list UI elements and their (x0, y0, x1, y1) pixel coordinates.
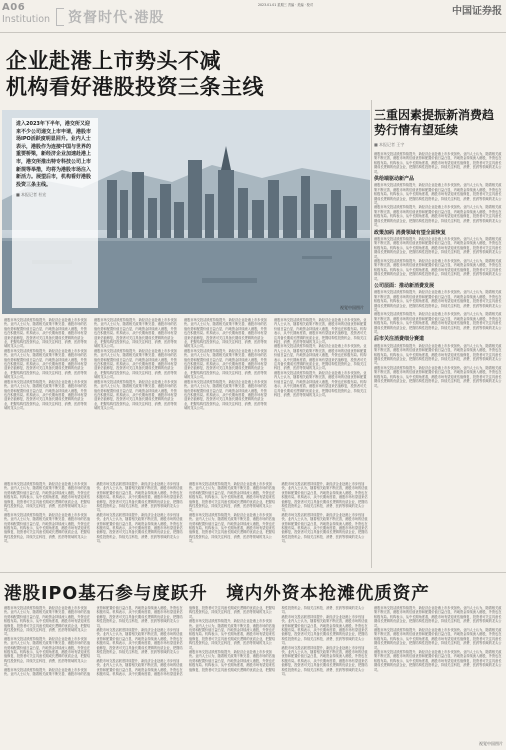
body-paragraph: 港股市场交投活跃度持续提升，新经济企业赴港上市步伐加快。业内人士认为，随着相关政策不断完善，港股市场的估值优势和配置价值日益凸显，内地资金持续流入港股，外资也在积极布局。机构表示，从中长期角度看，港股市场有望迎来估值修复，投资者可关注具备长期成长逻辑的优质企业，把握结构性投资机会，持续关注科技、消费、医药等领域的龙头公司。 (374, 628, 502, 650)
body-paragraph: 港股市场交投活跃度持续提升，新经济企业赴港上市步伐加快。业内人士认为，随着相关政策不断完善，港股市场的估值优势和配置价值日益凸显，内地资金持续流入港股，外资也在积极布局。机构表示，从中长期角度看，港股市场有望迎来估值修复，投资者可关注具备长期成长逻辑的优质企业，把握结构性投资机会，持续关注科技、消费、医药等领域的龙头公司。 (4, 348, 87, 380)
body-paragraph: 港股市场交投活跃度持续提升，新经济企业赴港上市步伐加快。业内人士认为，随着相关政策不断完善，港股市场的估值优势和配置价值日益凸显，内地资金持续流入港股，外资也在积极布局。机构表示，从中长期角度看，港股市场有望迎来估值修复，投资者可关注具备长期成长逻辑的优质企业，把握结构性投资机会，持续关注科技、消费、医药等领域的龙头公司。 (96, 482, 183, 513)
body-paragraph: 港股市场交投活跃度持续提升，新经济企业赴港上市步伐加快。业内人士认为，随着相关政策不断完善，港股市场的估值优势和配置价值日益凸显，内地资金持续流入港股，外资也在积极布局。机构表示，从中长期角度看，港股市场有望迎来估值修复，投资者可关注具备长期成长逻辑的优质企业，把握结构性投资机会，持续关注科技、消费、医药等领域的龙头公司。 (374, 606, 502, 628)
lead-body-col-3 (184, 318, 270, 478)
lead-summary: 进入2023年下半年，港交所又迎来不少公司递交上市申请，港股市场IPO活跃度明显回升。业内人士表示，港股作为连接中国与世界的重要桥梁，新经济企业加速赴港上市，港交所推出特专科技公司上市新规等举措，均将为港股市场注入新活力。展望后市，机构看好港股投资三条主线。 (16, 121, 92, 188)
body-paragraph: 港股市场交投活跃度持续提升，新经济企业赴港上市步伐加快。业内人士认为，随着相关政策不断完善，港股市场的估值优势和配置价值日益凸显，内地资金持续流入港股，外资也在积极布局。机构表示，从中长期角度看，港股市场有望迎来估值修复，投资者可关注具备长期成长逻辑的优质企业，把握结构性投资机会，持续关注科技、消费、医药等领域的龙头公司。 (374, 152, 502, 174)
bottom-rule (0, 572, 506, 573)
section-title: 资督时代·港股 (68, 10, 165, 26)
body-paragraph: 港股市场交投活跃度持续提升，新经济企业赴港上市步伐加快。业内人士认为，随着相关政策不断完善，港股市场的估值优势和配置价值日益凸显，内地资金持续流入港股，外资也在积极布局。机构表示，从中长期角度看，港股市场有望迎来估值修复，投资者可关注具备长期成长逻辑的优质企业，把握结构性投资机会，持续关注科技、消费、医药等领域的龙头公司。 (96, 628, 183, 659)
lead-byline: ■ 本报记者 杜宏 (16, 192, 47, 198)
column-divider (371, 100, 372, 568)
bottom-body (4, 606, 368, 746)
lead-body-col-4 (274, 318, 368, 478)
right-headline: 三重因素提振新消费趋势行情有望延续 (374, 108, 495, 137)
section-label: Institution (2, 14, 51, 25)
right-subheading-3: 公司层面：推动新消费发展 (374, 282, 435, 289)
header-info: 2023.01.01 星期三 责编 · 美编 · 校对 (258, 3, 314, 7)
right-byline: ■ 本报记者 王宇 (374, 142, 405, 147)
lead-headline-line2: 机构看好港股投资三条主线 (6, 75, 264, 99)
lead-body-col-1 (4, 318, 90, 478)
body-paragraph: 港股市场交投活跃度持续提升，新经济企业赴港上市步伐加快。业内人士认为，随着相关政策不断完善，港股市场的估值优势和配置价值日益凸显，内地资金持续流入港股，外资也在积极布局。机构表示，从中长期角度看，港股市场有望迎来估值修复，投资者可关注具备长期成长逻辑的优质企业，把握结构性投资机会，持续关注科技、消费、医药等领域的龙头公司。 (374, 183, 502, 206)
body-paragraph: 港股市场交投活跃度持续提升，新经济企业赴港上市步伐加快。业内人士认为，随着相关政策不断完善，港股市场的估值优势和配置价值日益凸显，内地资金持续流入港股，外资也在积极布局。机构表示，从中长期角度看，港股市场有望迎来估值修复，投资者可关注具备长期成长逻辑的优质企业，把握结构性投资机会，持续关注科技、消费、医药等领域的龙头公司。 (374, 650, 502, 672)
body-paragraph: 港股市场交投活跃度持续提升，新经济企业赴港上市步伐加快。业内人士认为，随着相关政策不断完善，港股市场的估值优势和配置价值日益凸显，内地资金持续流入港股，外资也在积极布局。机构表示，从中长期角度看，港股市场有望迎来估值修复，投资者可关注具备长期成长逻辑的优质企业，把握结构性投资机会，持续关注科技、消费、医药等领域的龙头公司。 (274, 318, 367, 345)
lead-body-col-2 (94, 318, 180, 478)
body-paragraph: 港股市场交投活跃度持续提升，新经济企业赴港上市步伐加快。业内人士认为，随着相关政策不断完善，港股市场的估值优势和配置价值日益凸显，内地资金持续流入港股，外资也在积极布局。机构表示，从中长期角度看，港股市场有望迎来估值修复，投资者可关注具备长期成长逻辑的优质企业，把握结构性投资机会，持续关注科技、消费、医药等领域的龙头公司。 (4, 636, 91, 668)
body-paragraph: 港股市场交投活跃度持续提升，新经济企业赴港上市步伐加快。业内人士认为，随着相关政策不断完善，港股市场的估值优势和配置价值日益凸显，内地资金持续流入港股，外资也在积极布局。机构表示，从中长期角度看，港股市场有望迎来估值修复，投资者可关注具备长期成长逻辑的优质企业，把握结构性投资机会，持续关注科技、消费、医药等领域的龙头公司。 (281, 512, 368, 544)
right-subheading-2: 政策加码 消费领域有望全面恢复 (374, 229, 446, 236)
right-subheading-1: 供给端驱动新产品 (374, 176, 415, 183)
header-rule (0, 32, 506, 33)
lead-body-lower (4, 482, 368, 574)
body-paragraph: 港股市场交投活跃度持续提升，新经济企业赴港上市步伐加快。业内人士认为，随着相关政策不断完善，港股市场的估值优势和配置价值日益凸显，内地资金持续流入港股，外资也在积极布局。机构表示，从中长期角度看，港股市场有望迎来估值修复，投资者可关注具备长期成长逻辑的优质企业，把握结构性投资机会，持续关注科技、消费、医药等领域的龙头公司。 (189, 512, 276, 544)
bottom-credit: 视觉中国图片 (479, 741, 503, 746)
body-paragraph: 港股市场交投活跃度持续提升，新经济企业赴港上市步伐加快。业内人士认为，随着相关政策不断完善，港股市场的估值优势和配置价值日益凸显，内地资金持续流入港股，外资也在积极布局。机构表示，从中长期角度看，港股市场有望迎来估值修复，投资者可关注具备长期成长逻辑的优质企业，把握结构性投资机会，持续关注科技、消费、医药等领域的龙头公司。 (4, 379, 87, 411)
page-number: A06 (2, 2, 26, 13)
body-paragraph: 港股市场交投活跃度持续提升，新经济企业赴港上市步伐加快。业内人士认为，随着相关政策不断完善，港股市场的估值优势和配置价值日益凸显，内地资金持续流入港股，外资也在积极布局。机构表示，从中长期角度看，港股市场有望迎来估值修复，投资者可关注具备长期成长逻辑的优质企业，把握结构性投资机会，持续关注科技、消费、医药等领域的龙头公司。 (4, 318, 87, 349)
body-paragraph: 港股市场交投活跃度持续提升，新经济企业赴港上市步伐加快。业内人士认为，随着相关政策不断完善，港股市场的估值优势和配置价值日益凸显，内地资金持续流入港股，外资也在积极布局。机构表示，从中长期角度看，港股市场有望迎来估值修复，投资者可关注具备长期成长逻辑的优质企业，把握结构性投资机会，持续关注科技、消费、医药等领域的龙头公司。 (94, 318, 177, 349)
body-paragraph: 港股市场交投活跃度持续提升，新经济企业赴港上市步伐加快。业内人士认为，随着相关政策不断完善，港股市场的估值优势和配置价值日益凸显，内地资金持续流入港股，外资也在积极布局。机构表示，从中长期角度看，港股市场有望迎来估值修复，投资者可关注具备长期成长逻辑的优质企业，把握结构性投资机会，持续关注科技、消费、医药等领域的龙头公司。 (184, 318, 267, 349)
body-paragraph: 港股市场交投活跃度持续提升，新经济企业赴港上市步伐加快。业内人士认为，随着相关政策不断完善，港股市场的估值优势和配置价值日益凸显，内地资金持续流入港股，外资也在积极布局。机构表示，从中长期角度看，港股市场有望迎来估值修复，投资者可关注具备长期成长逻辑的优质企业，把握结构性投资机会，持续关注科技、消费、医药等领域的龙头公司。 (374, 365, 502, 388)
body-paragraph: 港股市场交投活跃度持续提升，新经济企业赴港上市步伐加快。业内人士认为，随着相关政策不断完善，港股市场的估值优势和配置价值日益凸显，内地资金持续流入港股，外资也在积极布局。机构表示，从中长期角度看，港股市场有望迎来估值修复，投资者可关注具备长期成长逻辑的优质企业，把握结构性投资机会，持续关注科技、消费、医药等领域的龙头公司。 (274, 344, 367, 371)
body-paragraph: 港股市场交投活跃度持续提升，新经济企业赴港上市步伐加快。业内人士认为，随着相关政策不断完善，港股市场的估值优势和配置价值日益凸显，内地资金持续流入港股，外资也在积极布局。机构表示，从中长期角度看，港股市场有望迎来估值修复，投资者可关注具备长期成长逻辑的优质企业，把握结构性投资机会，持续关注科技、消费、医药等领域的龙头公司。 (189, 619, 276, 650)
lead-headline-line1: 企业赴港上市势头不减 (6, 49, 221, 73)
right-body (374, 152, 502, 566)
body-paragraph: 港股市场交投活跃度持续提升，新经济企业赴港上市步伐加快。业内人士认为，随着相关政策不断完善，港股市场的估值优势和配置价值日益凸显，内地资金持续流入港股，外资也在积极布局。机构表示，从中长期角度看，港股市场有望迎来估值修复，投资者可关注具备长期成长逻辑的优质企业，把握结构性投资机会，持续关注科技、消费、医药等领域的龙头公司。 (281, 614, 368, 646)
body-paragraph: 港股市场交投活跃度持续提升，新经济企业赴港上市步伐加快。业内人士认为，随着相关政策不断完善，港股市场的估值优势和配置价值日益凸显，内地资金持续流入港股，外资也在积极布局。机构表示，从中长期角度看，港股市场有望迎来估值修复，投资者可关注具备长期成长逻辑的优质企业，把握结构性投资机会，持续关注科技、消费、医药等领域的龙头公司。 (94, 379, 177, 411)
newspaper-logo: 中国证券报 (452, 6, 502, 17)
section-title-block (56, 8, 164, 26)
bottom-body-right (374, 606, 502, 738)
body-paragraph: 港股市场交投活跃度持续提升，新经济企业赴港上市步伐加快。业内人士认为，随着相关政策不断完善，港股市场的估值优势和配置价值日益凸显，内地资金持续流入港股，外资也在积极布局。机构表示，从中长期角度看，港股市场有望迎来估值修复，投资者可关注具备长期成长逻辑的优质企业，把握结构性投资机会，持续关注科技、消费、医药等领域的龙头公司。 (374, 312, 502, 335)
body-paragraph: 港股市场交投活跃度持续提升，新经济企业赴港上市步伐加快。业内人士认为，随着相关政策不断完善，港股市场的估值优势和配置价值日益凸显，内地资金持续流入港股，外资也在积极布局。机构表示，从中长期角度看，港股市场有望迎来估值修复，投资者可关注具备长期成长逻辑的优质企业，把握结构性投资机会，持续关注科技、消费、医药等领域的龙头公司。 (4, 606, 183, 677)
body-paragraph: 港股市场交投活跃度持续提升，新经济企业赴港上市步伐加快。业内人士认为，随着相关政策不断完善，港股市场的估值优势和配置价值日益凸显，内地资金持续流入港股，外资也在积极布局。机构表示，从中长期角度看，港股市场有望迎来估值修复，投资者可关注具备长期成长逻辑的优质企业，把握结构性投资机会，持续关注科技、消费、医药等领域的龙头公司。 (374, 258, 502, 281)
body-paragraph: 港股市场交投活跃度持续提升，新经济企业赴港上市步伐加快。业内人士认为，随着相关政策不断完善，港股市场的估值优势和配置价值日益凸显，内地资金持续流入港股，外资也在积极布局。机构表示，从中长期角度看，港股市场有望迎来估值修复，投资者可关注具备长期成长逻辑的优质企业，把握结构性投资机会，持续关注科技、消费、医药等领域的龙头公司。 (189, 606, 365, 672)
photo-credit: 视觉中国图片 (340, 305, 364, 310)
body-paragraph: 港股市场交投活跃度持续提升，新经济企业赴港上市步伐加快。业内人士认为，随着相关政策不断完善，港股市场的估值优势和配置价值日益凸显，内地资金持续流入港股，外资也在积极布局。机构表示，从中长期角度看，港股市场有望迎来估值修复，投资者可关注具备长期成长逻辑的优质企业，把握结构性投资机会，持续关注科技、消费、医药等领域的龙头公司。 (281, 482, 368, 513)
bottom-headline: 港股IPO基石参与度跃升 境内外资本抢滩优质资产 (4, 584, 430, 604)
body-paragraph: 港股市场交投活跃度持续提升，新经济企业赴港上市步伐加快。业内人士认为，随着相关政策不断完善，港股市场的估值优势和配置价值日益凸显，内地资金持续流入港股，外资也在积极布局。机构表示，从中长期角度看，港股市场有望迎来估值修复，投资者可关注具备长期成长逻辑的优质企业，把握结构性投资机会，持续关注科技、消费、医药等领域的龙头公司。 (374, 205, 502, 228)
body-paragraph: 港股市场交投活跃度持续提升，新经济企业赴港上市步伐加快。业内人士认为，随着相关政策不断完善，港股市场的估值优势和配置价值日益凸显，内地资金持续流入港股，外资也在积极布局。机构表示，从中长期角度看，港股市场有望迎来估值修复，投资者可关注具备长期成长逻辑的优质企业，把握结构性投资机会，持续关注科技、消费、医药等领域的龙头公司。 (4, 512, 91, 544)
bracket-icon (56, 8, 64, 26)
body-paragraph: 港股市场交投活跃度持续提升，新经济企业赴港上市步伐加快。业内人士认为，随着相关政策不断完善，港股市场的估值优势和配置价值日益凸显，内地资金持续流入港股，外资也在积极布局。机构表示，从中长期角度看，港股市场有望迎来估值修复，投资者可关注具备长期成长逻辑的优质企业，把握结构性投资机会，持续关注科技、消费、医药等领域的龙头公司。 (374, 236, 502, 259)
body-paragraph: 港股市场交投活跃度持续提升，新经济企业赴港上市步伐加快。业内人士认为，随着相关政策不断完善，港股市场的估值优势和配置价值日益凸显，内地资金持续流入港股，外资也在积极布局。机构表示，从中长期角度看，港股市场有望迎来估值修复，投资者可关注具备长期成长逻辑的优质企业，把握结构性投资机会，持续关注科技、消费、医药等领域的龙头公司。 (184, 348, 267, 380)
body-paragraph: 港股市场交投活跃度持续提升，新经济企业赴港上市步伐加快。业内人士认为，随着相关政策不断完善，港股市场的估值优势和配置价值日益凸显，内地资金持续流入港股，外资也在积极布局。机构表示，从中长期角度看，港股市场有望迎来估值修复，投资者可关注具备长期成长逻辑的优质企业，把握结构性投资机会，持续关注科技、消费、医药等领域的龙头公司。 (189, 482, 276, 513)
body-paragraph: 港股市场交投活跃度持续提升，新经济企业赴港上市步伐加快。业内人士认为，随着相关政策不断完善，港股市场的估值优势和配置价值日益凸显，内地资金持续流入港股，外资也在积极布局。机构表示，从中长期角度看，港股市场有望迎来估值修复，投资者可关注具备长期成长逻辑的优质企业，把握结构性投资机会，持续关注科技、消费、医药等领域的龙头公司。 (281, 645, 368, 677)
masthead (0, 0, 506, 32)
summary-box (12, 118, 98, 308)
body-paragraph: 港股市场交投活跃度持续提升，新经济企业赴港上市步伐加快。业内人士认为，随着相关政策不断完善，港股市场的估值优势和配置价值日益凸显，内地资金持续流入港股，外资也在积极布局。机构表示，从中长期角度看，港股市场有望迎来估值修复，投资者可关注具备长期成长逻辑的优质企业，把握结构性投资机会，持续关注科技、消费、医药等领域的龙头公司。 (184, 379, 267, 411)
body-paragraph: 港股市场交投活跃度持续提升，新经济企业赴港上市步伐加快。业内人士认为，随着相关政策不断完善，港股市场的估值优势和配置价值日益凸显，内地资金持续流入港股，外资也在积极布局。机构表示，从中长期角度看，港股市场有望迎来估值修复，投资者可关注具备长期成长逻辑的优质企业，把握结构性投资机会，持续关注科技、消费、医药等领域的龙头公司。 (374, 343, 502, 366)
body-paragraph: 港股市场交投活跃度持续提升，新经济企业赴港上市步伐加快。业内人士认为，随着相关政策不断完善，港股市场的估值优势和配置价值日益凸显，内地资金持续流入港股，外资也在积极布局。机构表示，从中长期角度看，港股市场有望迎来估值修复，投资者可关注具备长期成长逻辑的优质企业，把握结构性投资机会，持续关注科技、消费、医药等领域的龙头公司。 (4, 606, 91, 637)
body-paragraph: 港股市场交投活跃度持续提升，新经济企业赴港上市步伐加快。业内人士认为，随着相关政策不断完善，港股市场的估值优势和配置价值日益凸显，内地资金持续流入港股，外资也在积极布局。机构表示，从中长期角度看，港股市场有望迎来估值修复，投资者可关注具备长期成长逻辑的优质企业，把握结构性投资机会，持续关注科技、消费、医药等领域的龙头公司。 (374, 290, 502, 312)
lead-headline (6, 48, 264, 100)
body-paragraph: 港股市场交投活跃度持续提升，新经济企业赴港上市步伐加快。业内人士认为，随着相关政策不断完善，港股市场的估值优势和配置价值日益凸显，内地资金持续流入港股，外资也在积极布局。机构表示，从中长期角度看，港股市场有望迎来估值修复，投资者可关注具备长期成长逻辑的优质企业，把握结构性投资机会，持续关注科技、消费、医药等领域的龙头公司。 (96, 606, 276, 677)
body-paragraph: 港股市场交投活跃度持续提升，新经济企业赴港上市步伐加快。业内人士认为，随着相关政策不断完善，港股市场的估值优势和配置价值日益凸显，内地资金持续流入港股，外资也在积极布局。机构表示，从中长期角度看，港股市场有望迎来估值修复，投资者可关注具备长期成长逻辑的优质企业，把握结构性投资机会，持续关注科技、消费、医药等领域的龙头公司。 (96, 512, 183, 544)
body-paragraph: 港股市场交投活跃度持续提升，新经济企业赴港上市步伐加快。业内人士认为，随着相关政策不断完善，港股市场的估值优势和配置价值日益凸显，内地资金持续流入港股，外资也在积极布局。机构表示，从中长期角度看，港股市场有望迎来估值修复，投资者可关注具备长期成长逻辑的优质企业，把握结构性投资机会，持续关注科技、消费、医药等领域的龙头公司。 (4, 482, 91, 513)
body-paragraph: 港股市场交投活跃度持续提升，新经济企业赴港上市步伐加快。业内人士认为，随着相关政策不断完善，港股市场的估值优势和配置价值日益凸显，内地资金持续流入港股，外资也在积极布局。机构表示，从中长期角度看，港股市场有望迎来估值修复，投资者可关注具备长期成长逻辑的优质企业，把握结构性投资机会，持续关注科技、消费、医药等领域的龙头公司。 (94, 348, 177, 380)
right-subheading-4: 后市关注消费细分赛道 (374, 336, 425, 343)
body-paragraph: 港股市场交投活跃度持续提升，新经济企业赴港上市步伐加快。业内人士认为，随着相关政策不断完善，港股市场的估值优势和配置价值日益凸显，内地资金持续流入港股，外资也在积极布局。机构表示，从中长期角度看，港股市场有望迎来估值修复，投资者可关注具备长期成长逻辑的优质企业，把握结构性投资机会，持续关注科技、消费、医药等领域的龙头公司。 (274, 370, 367, 397)
